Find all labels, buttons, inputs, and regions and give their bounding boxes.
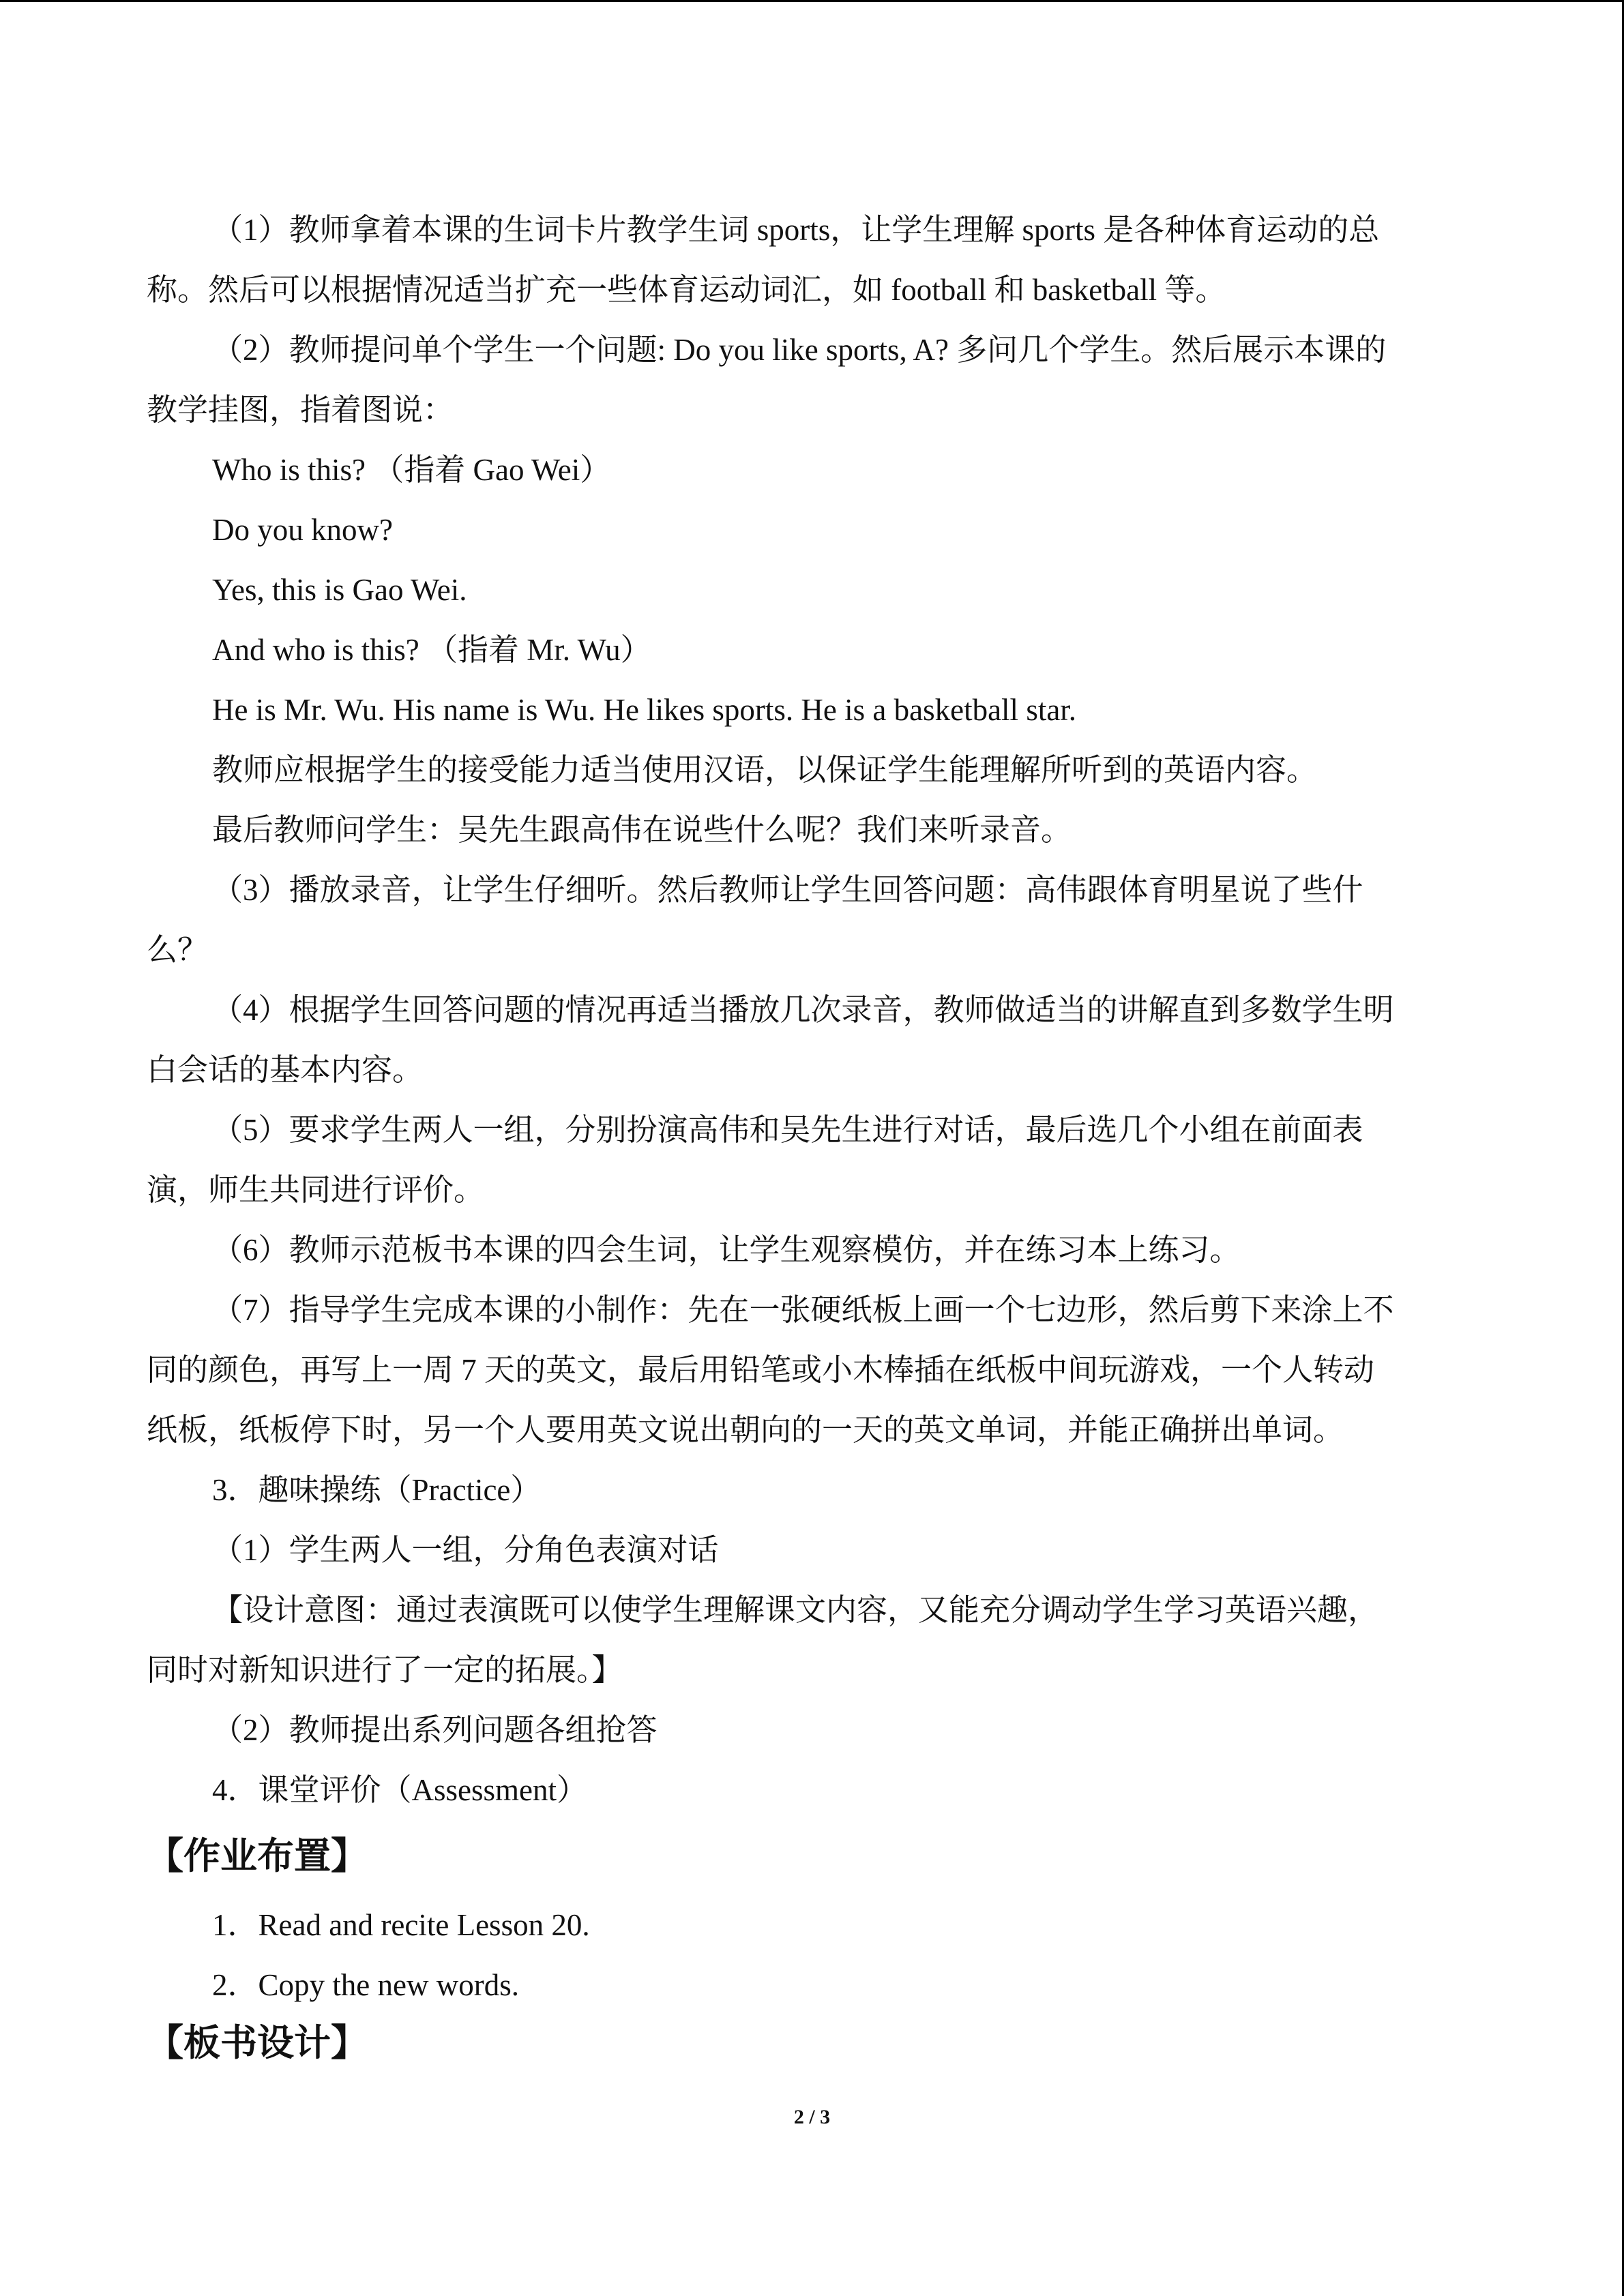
homework-heading: 【作业布置】 (147, 1834, 368, 1877)
paragraph-line: 演，师生共同进行评价。 (147, 1173, 485, 1207)
homework-item: 2．Copy the new words. (212, 1968, 519, 2002)
paragraph-line: （1）教师拿着本课的生词卡片教学生词 sports，让学生理解 sports 是各种体育运动的总 (212, 213, 1380, 247)
section-line: 3．趣味操练（Practice） (212, 1473, 542, 1507)
paragraph-line: （2）教师提出系列问题各组抢答 (212, 1713, 658, 1747)
paragraph-line: 最后教师问学生：吴先生跟高伟在说些什么呢？我们来听录音。 (212, 813, 1072, 847)
dialogue-line: Yes, this is Gao Wei. (212, 573, 467, 607)
page-number: 2 / 3 (793, 2106, 831, 2128)
dialogue-line: Who is this? （指着 Gao Wei） (212, 453, 611, 487)
paragraph-line: （1）学生两人一组，分角色表演对话 (212, 1533, 719, 1567)
paragraph-line: （5）要求学生两人一组，分别扮演高伟和吴先生进行对话，最后选几个小组在前面表 (212, 1113, 1363, 1147)
paragraph-line: 同的颜色，再写上一周 7 天的英文，最后用铅笔或小木棒插在纸板中间玩游戏，一个人转动 (147, 1353, 1375, 1387)
dialogue-line: He is Mr. Wu. His name is Wu. He likes sports. He is a basketball star. (212, 693, 1077, 727)
paragraph-line: 同时对新知识进行了一定的拓展。】 (147, 1653, 623, 1687)
paragraph-line: 教师应根据学生的接受能力适当使用汉语，以保证学生能理解所听到的英语内容。 (212, 753, 1318, 787)
paragraph-line: （6）教师示范板书本课的四会生词，让学生观察模仿，并在练习本上练习。 (212, 1233, 1241, 1267)
paragraph-line: 白会话的基本内容。 (147, 1053, 424, 1087)
paragraph-line: 称。然后可以根据情况适当扩充一些体育运动词汇，如 football 和 basketball 等。 (147, 273, 1226, 307)
paragraph-line: （4）根据学生回答问题的情况再适当播放几次录音，教师做适当的讲解直到多数学生明 (212, 993, 1394, 1027)
paragraph-line: 教学挂图，指着图说： (147, 393, 454, 427)
dialogue-line: And who is this? （指着 Mr. Wu） (212, 633, 651, 667)
paragraph-line: 【设计意图：通过表演既可以使学生理解课文内容，又能充分调动学生学习英语兴趣， (212, 1593, 1379, 1627)
homework-item: 1．Read and recite Lesson 20. (212, 1908, 590, 1942)
document-body (147, 200, 1477, 2064)
paragraph-line: 纸板，纸板停下时，另一个人要用英文说出朝向的一天的英文单词，并能正确拼出单词。 (147, 1413, 1344, 1447)
paragraph-line: 么？ (147, 933, 209, 967)
board-design-heading: 【板书设计】 (147, 2021, 368, 2064)
dialogue-line: Do you know? (212, 513, 393, 547)
paragraph-line: （2）教师提问单个学生一个问题: Do you like sports, A? 多问几个学生。然后展示本课的 (212, 333, 1387, 367)
paragraph-line: （3）播放录音，让学生仔细听。然后教师让学生回答问题：高伟跟体育明星说了些什 (212, 873, 1363, 907)
section-line: 4．课堂评价（Assessment） (212, 1773, 587, 1807)
paragraph-line: （7）指导学生完成本课的小制作：先在一张硬纸板上画一个七边形，然后剪下来涂上不 (212, 1293, 1394, 1327)
